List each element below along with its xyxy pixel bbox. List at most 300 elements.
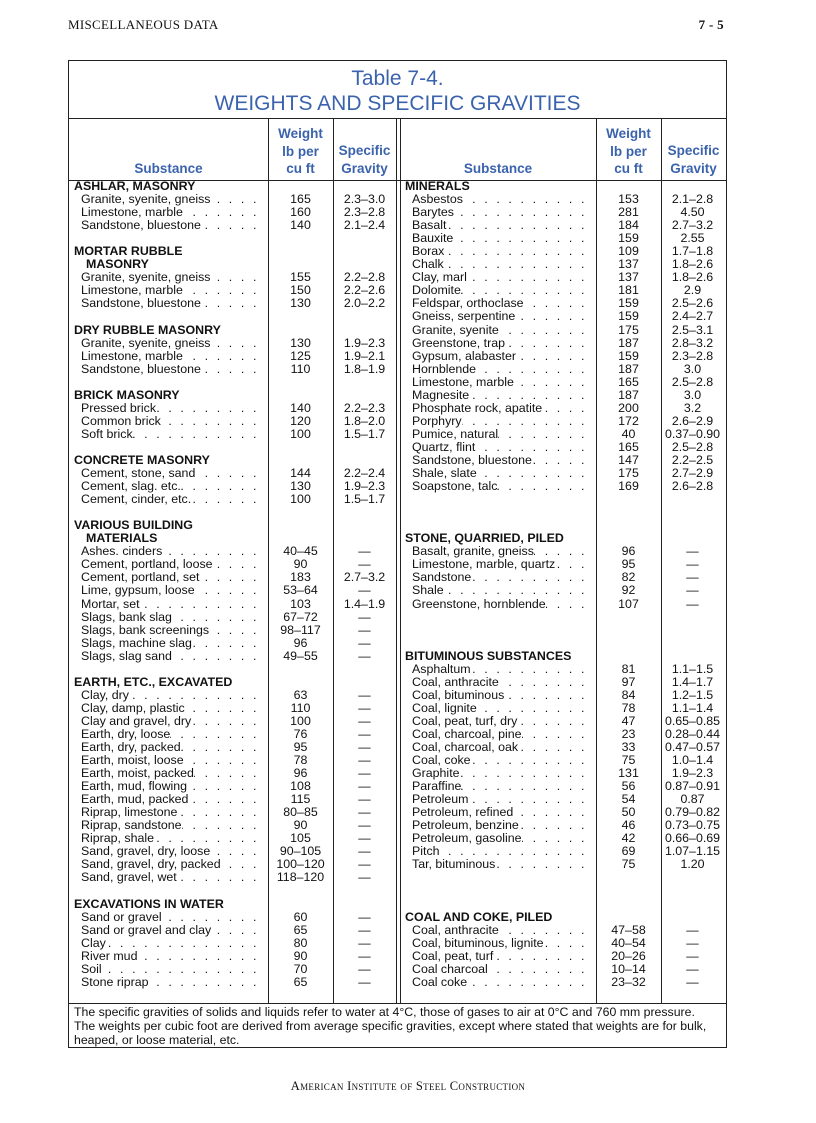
substance-cell	[412, 793, 587, 806]
weight-cell: 70	[293, 961, 308, 976]
table-row	[400, 924, 726, 937]
substance-cell	[412, 219, 587, 232]
weight-cell: 175	[618, 322, 639, 337]
gravity-cell: —	[686, 583, 699, 598]
gravity-cell: —	[358, 648, 371, 663]
gravity-cell: —	[358, 609, 371, 624]
dot-leader	[162, 545, 259, 558]
weight-cell: 95	[293, 740, 308, 755]
table-row	[400, 310, 726, 323]
gravity-cell: —	[358, 713, 371, 728]
gravity-cell: —	[358, 779, 371, 794]
table-row	[400, 584, 726, 597]
substance-name: Phosphate rock, apatite	[412, 401, 543, 415]
substance-name: Earth, moist, packed	[81, 767, 194, 781]
gravity-cell: 1.1–1.4	[671, 700, 714, 715]
table-row	[69, 402, 396, 415]
dot-leader	[184, 754, 259, 767]
dot-leader	[477, 702, 587, 715]
dot-leader	[462, 415, 587, 428]
dot-leader	[210, 271, 259, 284]
gravity-cell: 2.2–2.4	[343, 466, 386, 481]
substance-cell	[81, 689, 259, 702]
dot-leader	[187, 780, 259, 793]
substance-cell	[412, 284, 587, 297]
dot-leader	[513, 806, 587, 819]
substance-cell	[81, 206, 259, 219]
header-line: Gravity	[341, 160, 388, 176]
table-row	[69, 819, 396, 832]
column-header-gravity	[333, 142, 396, 177]
blank-row	[400, 611, 726, 624]
substance-cell	[412, 297, 587, 310]
gravity-cell: 0.73–0.75	[664, 818, 721, 833]
substance-cell	[412, 924, 587, 937]
gravity-cell: —	[358, 687, 371, 702]
weight-cell: 187	[618, 335, 639, 350]
substance-name: Greenstone, hornblende	[412, 597, 546, 611]
substance-cell	[412, 728, 587, 741]
weight-cell: 63	[293, 687, 308, 702]
blank-row	[400, 624, 726, 637]
gravity-cell: 2.7–3.2	[343, 570, 386, 585]
weight-cell: 96	[293, 635, 308, 650]
weight-cell: 105	[290, 831, 311, 846]
column-header-substance: Substance	[134, 161, 203, 176]
dot-leader	[467, 976, 587, 989]
gravity-cell: 2.3–2.8	[343, 205, 386, 220]
weight-cell: 130	[290, 296, 311, 311]
gravity-cell: —	[358, 557, 371, 572]
substance-name: Basalt	[412, 219, 447, 233]
dot-leader	[154, 832, 259, 845]
dot-leader	[514, 376, 587, 389]
dot-leader	[475, 441, 587, 454]
table-row	[400, 858, 726, 871]
table-row	[69, 493, 396, 506]
gravity-cell: 4.50	[680, 205, 705, 220]
section-heading-label: MATERIALS	[86, 531, 158, 546]
gravity-cell: 2.6–2.8	[671, 479, 714, 494]
dot-leader	[524, 297, 587, 310]
dot-leader	[463, 193, 587, 206]
substance-cell	[81, 350, 259, 363]
gravity-cell: —	[358, 792, 371, 807]
dot-leader	[444, 584, 587, 597]
weight-cell: 56	[621, 779, 636, 794]
weight-cell: 110	[290, 361, 311, 376]
gravity-cell: 1.7–1.8	[671, 244, 714, 259]
section-heading	[69, 532, 396, 545]
dot-leader	[181, 480, 259, 493]
dot-leader	[191, 493, 259, 506]
substance-name: Feldspar, orthoclase	[412, 297, 524, 311]
weight-cell: 125	[290, 348, 311, 363]
weight-cell: 187	[618, 361, 639, 376]
weight-cell: 159	[618, 296, 639, 311]
weight-cell: 95	[621, 557, 636, 572]
dot-leader	[517, 715, 587, 728]
substance-name: Granite, syenite, gneiss	[81, 193, 211, 207]
substance-cell	[412, 689, 587, 702]
weight-cell: 131	[618, 766, 639, 781]
weight-cell: 47–58	[611, 922, 646, 937]
table-row	[69, 611, 396, 624]
header-line: Specific	[667, 143, 720, 158]
substance-name: Paraffine	[412, 780, 462, 794]
table-row	[69, 767, 396, 780]
table-row	[69, 428, 396, 441]
table-footnote: The specific gravities of solids and liquids refer to water at 4°C, those of gases to air at 0°C and 760 mm pressure. The weights per cubic foot are derived from average specific gravities, except where stated that weights are for bulk, heaped, or loose material, etc.	[74, 1005, 707, 1047]
dot-leader	[201, 363, 259, 376]
gravity-cell: 2.3–2.8	[671, 348, 714, 363]
dot-leader	[555, 558, 587, 571]
gravity-cell: —	[358, 544, 371, 559]
substance-name: Sandstone	[412, 571, 472, 585]
table-row	[400, 350, 726, 363]
substance-name: Cement, portland, set	[81, 571, 200, 585]
blank-row	[400, 885, 726, 898]
substance-cell	[81, 584, 259, 597]
table-row	[400, 376, 726, 389]
weight-cell: 155	[290, 270, 311, 285]
weight-cell: 140	[290, 400, 311, 415]
gravity-cell: —	[358, 818, 371, 833]
substance-cell	[81, 193, 259, 206]
weight-cell: 160	[290, 205, 311, 220]
weight-cell: 137	[618, 257, 639, 272]
dot-leader	[467, 271, 587, 284]
substance-cell	[81, 598, 259, 611]
dot-leader	[532, 454, 587, 467]
table-row	[400, 845, 726, 858]
weight-cell: 159	[618, 348, 639, 363]
table-row	[69, 571, 396, 584]
table-row	[69, 793, 396, 806]
dot-leader	[468, 793, 587, 806]
substance-cell	[81, 832, 259, 845]
substance-cell	[81, 297, 259, 310]
table-row	[69, 297, 396, 310]
substance-cell	[412, 193, 587, 206]
section-heading-label: MASONRY	[86, 257, 149, 272]
weight-cell: 90–105	[279, 844, 322, 859]
dot-leader	[534, 545, 587, 558]
weight-cell: 40	[621, 426, 636, 441]
gravity-cell: —	[358, 700, 371, 715]
substance-cell	[81, 976, 259, 989]
substance-name: Gneiss, serpentine	[412, 310, 516, 324]
substance-name: Slags, slag sand	[81, 649, 172, 663]
dot-leader	[172, 611, 259, 624]
weight-cell: 75	[621, 857, 636, 872]
weight-cell: 144	[290, 466, 311, 481]
dot-leader	[461, 780, 587, 793]
table-row	[400, 428, 726, 441]
dot-leader	[210, 845, 259, 858]
gravity-cell: —	[358, 740, 371, 755]
table-row	[400, 676, 726, 689]
gravity-cell: 2.5–2.8	[671, 374, 714, 389]
substance-name: Riprap, shale	[81, 832, 155, 846]
dot-leader	[460, 767, 587, 780]
weight-cell: 23	[621, 726, 636, 741]
blank-row	[69, 663, 396, 676]
weight-cell: 80	[293, 935, 308, 950]
substance-name: Sandstone, bluestone	[81, 219, 201, 233]
header-line: cu ft	[614, 161, 643, 176]
dot-leader	[102, 963, 259, 976]
table-row	[69, 780, 396, 793]
substance-cell	[81, 741, 259, 754]
gravity-cell: —	[358, 961, 371, 976]
substance-name: Chalk	[412, 258, 444, 272]
substance-name: Slags, machine slag	[81, 636, 192, 650]
substance-cell	[81, 806, 259, 819]
weight-cell: 100	[290, 426, 311, 441]
substance-cell	[81, 271, 259, 284]
substance-cell	[81, 428, 259, 441]
table-row	[400, 271, 726, 284]
substance-name: Clay, dry	[81, 688, 129, 702]
weight-cell: 100–120	[276, 857, 325, 872]
substance-cell	[81, 571, 259, 584]
dot-leader	[195, 467, 259, 480]
gravity-cell: 1.5–1.7	[343, 426, 386, 441]
gravity-cell: —	[358, 922, 371, 937]
gravity-cell: 1.9–2.1	[343, 348, 386, 363]
weight-cell: 107	[618, 596, 639, 611]
weight-cell: 23–32	[611, 974, 646, 989]
substance-cell	[81, 728, 259, 741]
weight-cell: 200	[618, 400, 639, 415]
substance-cell	[81, 871, 259, 884]
dot-leader	[194, 767, 259, 780]
table-row	[69, 545, 396, 558]
dot-leader	[201, 219, 259, 232]
gravity-cell: —	[686, 961, 699, 976]
dot-leader	[210, 193, 259, 206]
substance-cell	[81, 858, 259, 871]
blank-row	[69, 885, 396, 898]
substance-name: Coal, peat, turf, dry	[412, 714, 518, 728]
weight-cell: 40–54	[611, 935, 646, 950]
dot-leader	[172, 650, 259, 663]
dot-leader	[493, 950, 587, 963]
header-line: Specific	[338, 143, 391, 158]
substance-cell	[81, 493, 259, 506]
substance-name: Graphite	[412, 767, 460, 781]
table-row	[400, 415, 726, 428]
column-header-weight	[596, 125, 661, 178]
page-number: 7 - 5	[698, 17, 724, 32]
substance-name: Sand or gravel and clay	[81, 923, 212, 937]
header-line: lb per	[282, 143, 319, 159]
dot-leader	[471, 571, 587, 584]
dot-leader	[149, 976, 259, 989]
substance-cell	[412, 415, 587, 428]
section-heading	[69, 389, 396, 402]
substance-cell	[412, 767, 587, 780]
dot-leader	[211, 924, 259, 937]
section-heading	[400, 911, 726, 924]
substance-cell	[412, 963, 587, 976]
table-row	[400, 337, 726, 350]
dot-leader	[522, 832, 587, 845]
substance-name: Barytes	[412, 206, 455, 220]
gravity-cell: —	[358, 870, 371, 885]
substance-cell	[81, 545, 259, 558]
weight-cell: 40–45	[283, 544, 318, 559]
weight-cell: 78	[621, 700, 636, 715]
substance-cell	[81, 402, 259, 415]
gravity-cell: 2.2–2.6	[343, 283, 386, 298]
substance-cell	[412, 271, 587, 284]
substance-cell	[81, 950, 259, 963]
substance-name: Earth, dry, packed	[81, 741, 181, 755]
section-heading-label: STONE, QUARRIED, PILED	[405, 531, 564, 546]
substance-name: Porphyry	[412, 414, 462, 428]
substance-cell	[81, 702, 259, 715]
weight-cell: 90	[293, 948, 308, 963]
substance-cell	[412, 467, 587, 480]
substance-cell	[412, 832, 587, 845]
header-line: Weight	[278, 126, 323, 141]
substance-cell	[81, 337, 259, 350]
substance-cell	[412, 454, 587, 467]
substance-name: Shale	[412, 584, 444, 598]
weight-cell: 75	[621, 753, 636, 768]
weight-cell: 54	[621, 792, 636, 807]
section-heading	[400, 532, 726, 545]
substance-cell	[412, 806, 587, 819]
substance-name: Soil	[81, 962, 102, 976]
gravity-cell: —	[358, 974, 371, 989]
weight-cell: 130	[290, 479, 311, 494]
table-row	[69, 637, 396, 650]
substance-name: Limestone, marble	[412, 375, 514, 389]
dot-leader	[453, 232, 587, 245]
table-row	[69, 689, 396, 702]
dot-leader	[446, 219, 587, 232]
dot-leader	[471, 663, 587, 676]
gravity-cell: 1.4–1.9	[343, 596, 386, 611]
dot-leader	[221, 858, 259, 871]
dot-leader	[191, 715, 259, 728]
running-header-section: MISCELLANEOUS DATA	[68, 17, 219, 32]
dot-leader	[522, 728, 587, 741]
gravity-cell: 1.8–2.0	[343, 413, 386, 428]
substance-name: Clay	[81, 936, 106, 950]
substance-cell	[81, 284, 259, 297]
section-heading-label: VARIOUS BUILDING	[74, 518, 193, 533]
gravity-cell: 0.66–0.69	[664, 831, 721, 846]
substance-name: Asphaltum	[412, 662, 471, 676]
substance-name: Coal charcoal	[412, 962, 488, 976]
gravity-cell: —	[358, 857, 371, 872]
dot-leader	[183, 284, 259, 297]
weight-cell: 187	[618, 387, 639, 402]
substance-name: Earth, dry, loose	[81, 727, 171, 741]
header-line: Weight	[606, 126, 651, 141]
weight-cell: 97	[621, 674, 636, 689]
substance-cell	[81, 611, 259, 624]
blank-row	[69, 310, 396, 323]
table-row	[400, 780, 726, 793]
substance-cell	[412, 310, 587, 323]
dot-leader	[499, 676, 587, 689]
dot-leader	[461, 284, 587, 297]
weight-cell: 53–64	[283, 583, 318, 598]
gravity-cell: —	[358, 831, 371, 846]
gravity-cell: 1.8–2.6	[671, 270, 714, 285]
substance-cell	[412, 480, 587, 493]
substance-name: Pumice, natural	[412, 427, 499, 441]
substance-name: Coal, bituminous	[412, 688, 505, 702]
table-row	[69, 937, 396, 950]
dot-leader	[195, 584, 259, 597]
table-row	[400, 689, 726, 702]
gravity-cell: 1.07–1.15	[664, 844, 721, 859]
gravity-cell: —	[686, 596, 699, 611]
weight-cell: 84	[621, 687, 636, 702]
substance-cell	[412, 702, 587, 715]
substance-cell	[412, 376, 587, 389]
weight-cell: 96	[621, 544, 636, 559]
weight-cell: 76	[293, 726, 308, 741]
substance-cell	[81, 911, 259, 924]
substance-name: Petroleum, benzine	[412, 819, 519, 833]
dot-leader	[182, 819, 259, 832]
substance-name: Cement, portland, loose	[81, 558, 213, 572]
table-row	[69, 963, 396, 976]
gravity-cell: —	[358, 766, 371, 781]
blank-row	[400, 506, 726, 519]
substance-name: Riprap, limestone	[81, 806, 178, 820]
table-row	[400, 950, 726, 963]
substance-cell	[412, 350, 587, 363]
weight-cell: 47	[621, 713, 636, 728]
blank-row	[400, 637, 726, 650]
substance-name: Granite, syenite, gneiss	[81, 336, 211, 350]
substance-name: Magnesite	[412, 388, 470, 402]
table-row	[69, 858, 396, 871]
table-row	[69, 924, 396, 937]
weight-cell: 159	[618, 309, 639, 324]
gravity-cell: 2.2–2.8	[343, 270, 386, 285]
weight-cell: 100	[290, 492, 311, 507]
gravity-cell: 2.6–2.9	[671, 413, 714, 428]
substance-cell	[81, 363, 259, 376]
gravity-cell: —	[686, 974, 699, 989]
table-row	[69, 598, 396, 611]
section-heading-label: MINERALS	[405, 179, 470, 193]
section-heading-label: COAL AND COKE, PILED	[405, 909, 553, 924]
dot-leader	[137, 950, 259, 963]
dot-leader	[518, 741, 587, 754]
section-heading-label: DRY RUBBLE MASONRY	[74, 322, 221, 337]
substance-cell	[412, 441, 587, 454]
substance-cell	[81, 219, 259, 232]
section-heading-label: MORTAR RUBBLE	[74, 244, 183, 259]
gravity-cell: 1.0–1.4	[671, 753, 714, 768]
weight-cell: 110	[290, 700, 311, 715]
dot-leader	[209, 624, 259, 637]
dot-leader	[504, 689, 587, 702]
gravity-cell: 0.47–0.57	[664, 740, 721, 755]
substance-cell	[412, 402, 587, 415]
gravity-cell: 2.5–2.8	[671, 439, 714, 454]
